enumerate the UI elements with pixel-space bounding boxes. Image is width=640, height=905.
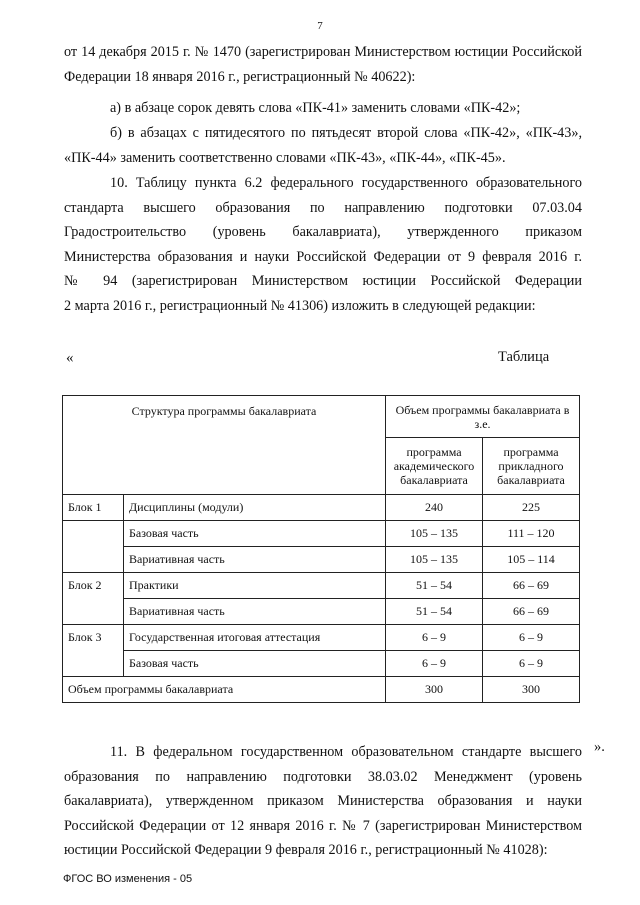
value-applied: 6 – 9	[483, 651, 580, 677]
value-academic: 6 – 9	[386, 625, 483, 651]
paragraph-line: «ПК-44» заменить соответственно словами «ПК-43», «ПК-44», «ПК-45».	[64, 149, 506, 166]
paragraph-line: Градостроительство (уровень бакалавриата), утвержденного приказом	[64, 224, 582, 240]
item-11	[64, 740, 582, 863]
quote-close: ».	[594, 739, 605, 755]
total-label: Объем программы бакалавриата	[63, 677, 386, 703]
table-row	[63, 651, 580, 677]
table-row-total	[63, 677, 580, 703]
table-row	[63, 521, 580, 547]
paragraph-line: юстиции Российской Федерации 9 февраля 2016 г., регистрационный № 41028):	[64, 842, 548, 858]
value-applied: 66 – 69	[483, 573, 580, 599]
table-title: Таблица	[498, 349, 550, 365]
value-applied: 111 – 120	[483, 521, 580, 547]
value-applied: 225	[483, 495, 580, 521]
row-name: Государственная итоговая аттестация	[124, 625, 386, 651]
item-b	[64, 121, 582, 170]
paragraph-line: а) в абзаце сорок девять слова «ПК-41» заменить словами «ПК-42»;	[110, 100, 521, 116]
paragraph-line: Федерации 18 января 2016 г., регистрационный № 40622):	[64, 68, 416, 85]
paragraph-line: от 14 декабря 2015 г. № 1470 (зарегистрирован Министерством юстиции Российской	[64, 44, 582, 60]
paragraph-intro	[64, 40, 582, 89]
row-name: Базовая часть	[124, 521, 386, 547]
block-cell: Блок 1	[63, 495, 124, 521]
row-name: Практики	[124, 573, 386, 599]
paragraph-line: стандарта высшего образования по направлению подготовки 07.03.04	[64, 199, 582, 216]
paragraph-line: 10. Таблицу пункта 6.2 федерального государственного образовательного	[110, 175, 582, 191]
paragraph-line: образования по направлению подготовки 38.03.02 Менеджмент (уровень	[64, 768, 582, 785]
table-row	[63, 547, 580, 573]
value-academic: 105 – 135	[386, 521, 483, 547]
curriculum-table	[62, 395, 580, 703]
block-cell: Блок 3	[63, 625, 124, 677]
value-applied: 66 – 69	[483, 599, 580, 625]
value-applied: 6 – 9	[483, 625, 580, 651]
row-name: Вариативная часть	[124, 599, 386, 625]
value-academic: 51 – 54	[386, 573, 483, 599]
row-name: Вариативная часть	[124, 547, 386, 573]
footer: ФГОС ВО изменения - 05	[63, 873, 193, 885]
table-row	[63, 495, 580, 521]
value-academic: 105 – 135	[386, 547, 483, 573]
block-cell	[63, 521, 124, 573]
total-academic: 300	[386, 677, 483, 703]
header-volume: Объем программы бакалавриата в з.е.	[386, 396, 580, 438]
value-academic: 6 – 9	[386, 651, 483, 677]
paragraph-line: Министерства образования и науки Российской Федерации от 9 февраля 2016 г.	[64, 248, 582, 265]
page-number: 7	[317, 20, 323, 32]
value-applied: 105 – 114	[483, 547, 580, 573]
row-name: Базовая часть	[124, 651, 386, 677]
paragraph-line: б) в абзацах с пятидесятого по пятьдесят второй слова «ПК-42», «ПК-43»,	[110, 125, 582, 141]
total-applied: 300	[483, 677, 580, 703]
quote-open: «	[66, 350, 74, 366]
block-cell: Блок 2	[63, 573, 124, 625]
value-academic: 240	[386, 495, 483, 521]
item-a	[110, 96, 582, 121]
table-row	[63, 599, 580, 625]
row-name: Дисциплины (модули)	[124, 495, 386, 521]
header-academic: программа академического бакалавриата	[386, 438, 483, 495]
item-10	[64, 171, 582, 318]
header-structure: Структура программы бакалавриата	[63, 396, 386, 495]
value-academic: 51 – 54	[386, 599, 483, 625]
paragraph-line: бакалавриата), утвержденном приказом Министерства образования и науки	[64, 793, 582, 809]
paragraph-line: Российской Федерации от 12 января 2016 г. № 7 (зарегистрирован Министерством	[64, 817, 582, 834]
table-row	[63, 625, 580, 651]
header-applied: программа прикладного бакалавриата	[483, 438, 580, 495]
paragraph-line: № 94 (зарегистрирован Министерством юстиции Российской Федерации	[64, 273, 582, 289]
table-row	[63, 573, 580, 599]
paragraph-line: 2 марта 2016 г., регистрационный № 41306) изложить в следующей редакции:	[64, 297, 536, 314]
paragraph-line: 11. В федеральном государственном образовательном стандарте высшего	[110, 744, 582, 760]
